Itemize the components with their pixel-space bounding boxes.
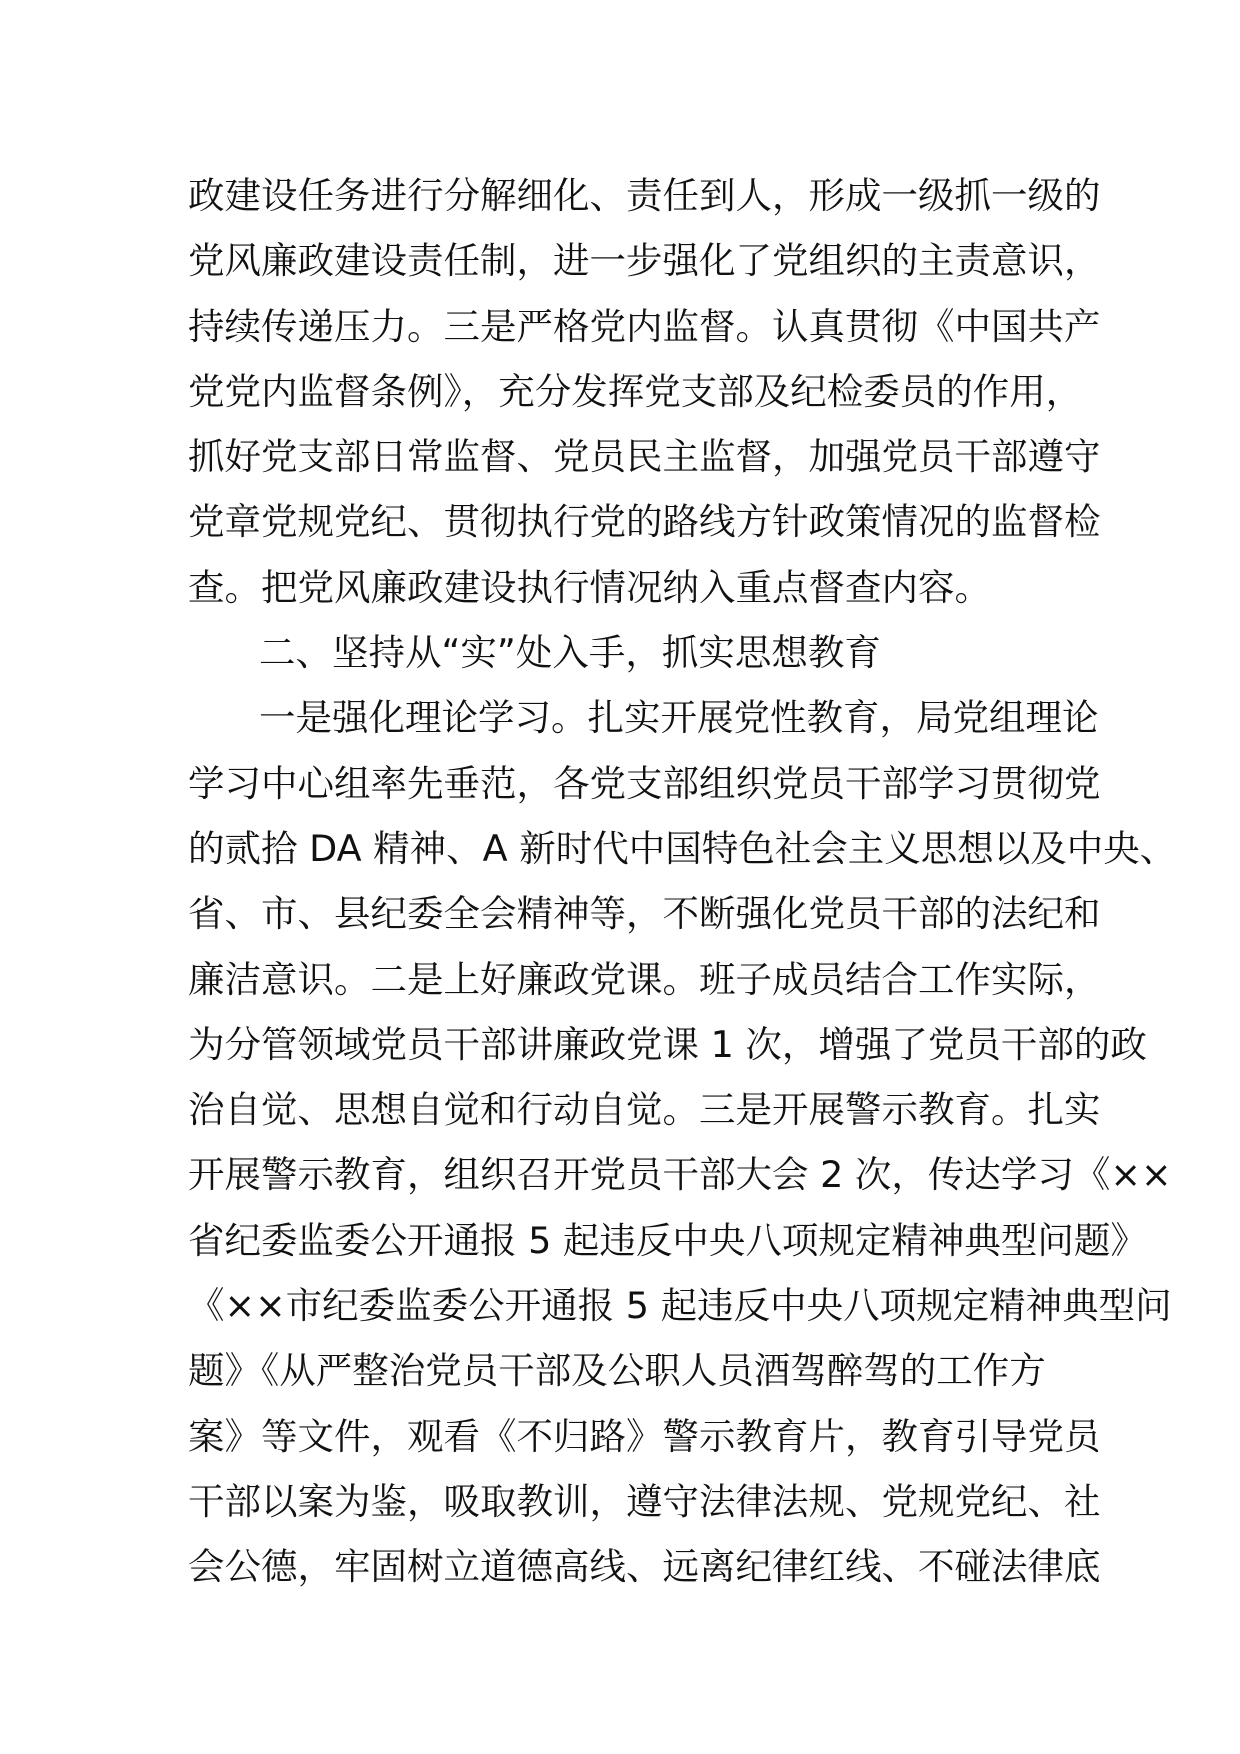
text-line: 抓好党支部日常监督、党员民主监督，加强党员干部遵守 (188, 435, 1101, 479)
text-line: 案》等文件，观看《不归路》警示教育片，教育引导党员 (188, 1414, 1101, 1458)
text-line: 会公德，牢固树立道德高线、远离纪律红线、不碰法律底 (188, 1545, 1101, 1589)
text-line: 持续传递压力。三是严格党内监督。认真贯彻《中国共产 (188, 304, 1101, 348)
text-line: 廉洁意识。二是上好廉政党课。班子成员结合工作实际， (188, 957, 1101, 1001)
text-line: 《××市纪委监委公开通报 5 起违反中央八项规定精神典型问 (188, 1284, 1172, 1328)
body-text (188, 163, 1177, 1600)
text-line: 开展警示教育，组织召开党员干部大会 2 次，传达学习《×× (188, 1153, 1172, 1197)
section-heading: 二、坚持从“实”处入手，抓实思想教育 (259, 631, 881, 675)
text-line: 治自觉、思想自觉和行动自觉。三是开展警示教育。扎实 (188, 1088, 1101, 1132)
text-line: 的贰拾 DA 精神、A 新时代中国特色社会主义思想以及中央、 (188, 826, 1177, 870)
text-line: 党章党规党纪、贯彻执行党的路线方针政策情况的监督检 (188, 500, 1101, 544)
text-line: 查。把党风廉政建设执行情况纳入重点督查内容。 (188, 565, 991, 609)
text-line: 党风廉政建设责任制，进一步强化了党组织的主责意识， (188, 239, 1101, 283)
text-line: 学习中心组率先垂范，各党支部组织党员干部学习贯彻党 (188, 761, 1101, 805)
text-line: 干部以案为鉴，吸取教训，遵守法律法规、党规党纪、社 (188, 1479, 1101, 1523)
paragraph-start-line: 一是强化理论学习。扎实开展党性教育，局党组理论 (259, 696, 1099, 740)
text-line: 省、市、县纪委全会精神等，不断强化党员干部的法纪和 (188, 892, 1101, 936)
text-line: 为分管领域党员干部讲廉政党课 1 次，增强了党员干部的政 (188, 1022, 1147, 1066)
text-line: 党党内监督条例》，充分发挥党支部及纪检委员的作用， (188, 369, 1083, 413)
text-line: 省纪委监委公开通报 5 起违反中央八项规定精神典型问题》 (188, 1218, 1147, 1262)
text-line: 政建设任务进行分解细化、责任到人，形成一级抓一级的 (188, 174, 1101, 217)
text-line: 题》《从严整治党员干部及公职人员酒驾醉驾的工作方 (188, 1349, 1046, 1393)
